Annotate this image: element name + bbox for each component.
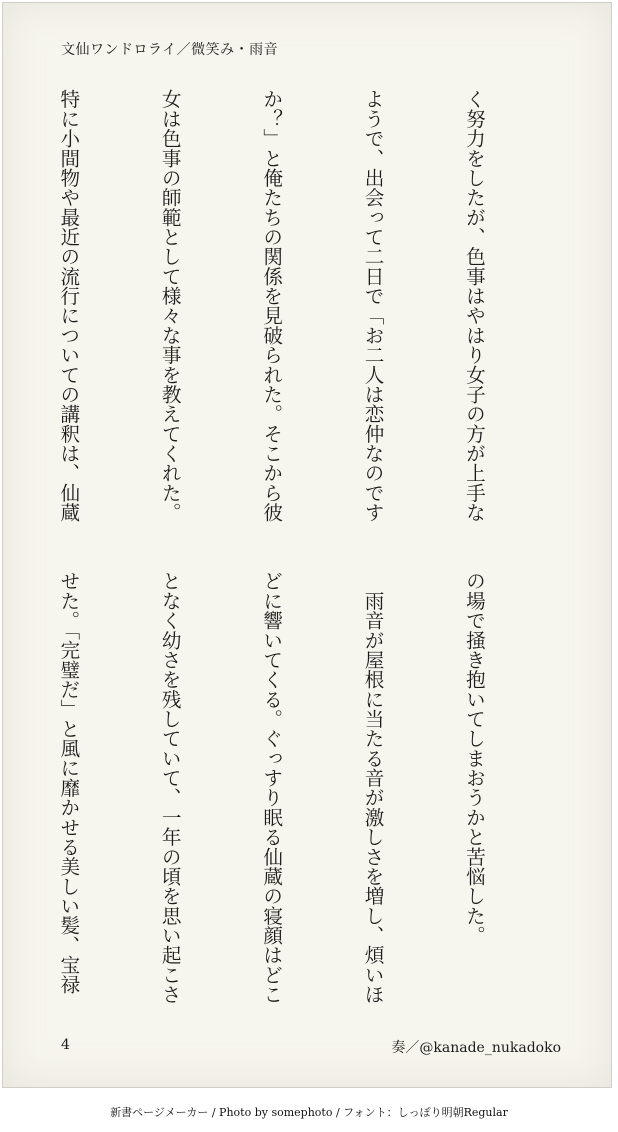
text-line: く努力をしたが、色事はやはり女子の方が上手な bbox=[462, 89, 486, 522]
text-line: の場で掻き抱いてしまおうかと苦悩した。 bbox=[462, 571, 486, 945]
text-line: どに響いてくる。ぐっすり眠る仙蔵の寝顔はどこ bbox=[259, 571, 283, 1004]
text-line: 雨音が屋根に当たる音が激しさを増し、煩いほ bbox=[361, 571, 385, 1004]
maker-credit: 新書ページメーカー / Photo by somephoto / フォント：しっぽり明朝Regular bbox=[110, 1106, 508, 1119]
text-block-lower bbox=[0, 571, 558, 1031]
page-title: 文仙ワンドロライ／微笑み・雨音 bbox=[61, 42, 279, 58]
text-line: せた。「完璧だ」と風に靡かせる美しい髪、宝禄 bbox=[56, 571, 80, 995]
text-line: か？」と俺たちの関係を見破られた。そこから彼 bbox=[259, 89, 283, 522]
text-line: 女は色事の師範として様々な事を教えてくれた。 bbox=[158, 89, 182, 522]
text-block-upper bbox=[0, 89, 558, 549]
text-line: となく幼さを残していて、一年の頃を思い起こさ bbox=[158, 571, 182, 1004]
page-number: 4 bbox=[61, 1037, 70, 1053]
author-credit: 奏／@kanade_nukadoko bbox=[391, 1040, 561, 1056]
text-line: ようで、出会って二日で「お二人は恋仲なのです bbox=[361, 89, 385, 522]
text-line: 特に小間物や最近の流行についての講釈は、仙蔵 bbox=[56, 89, 80, 522]
book-page bbox=[2, 2, 612, 1088]
